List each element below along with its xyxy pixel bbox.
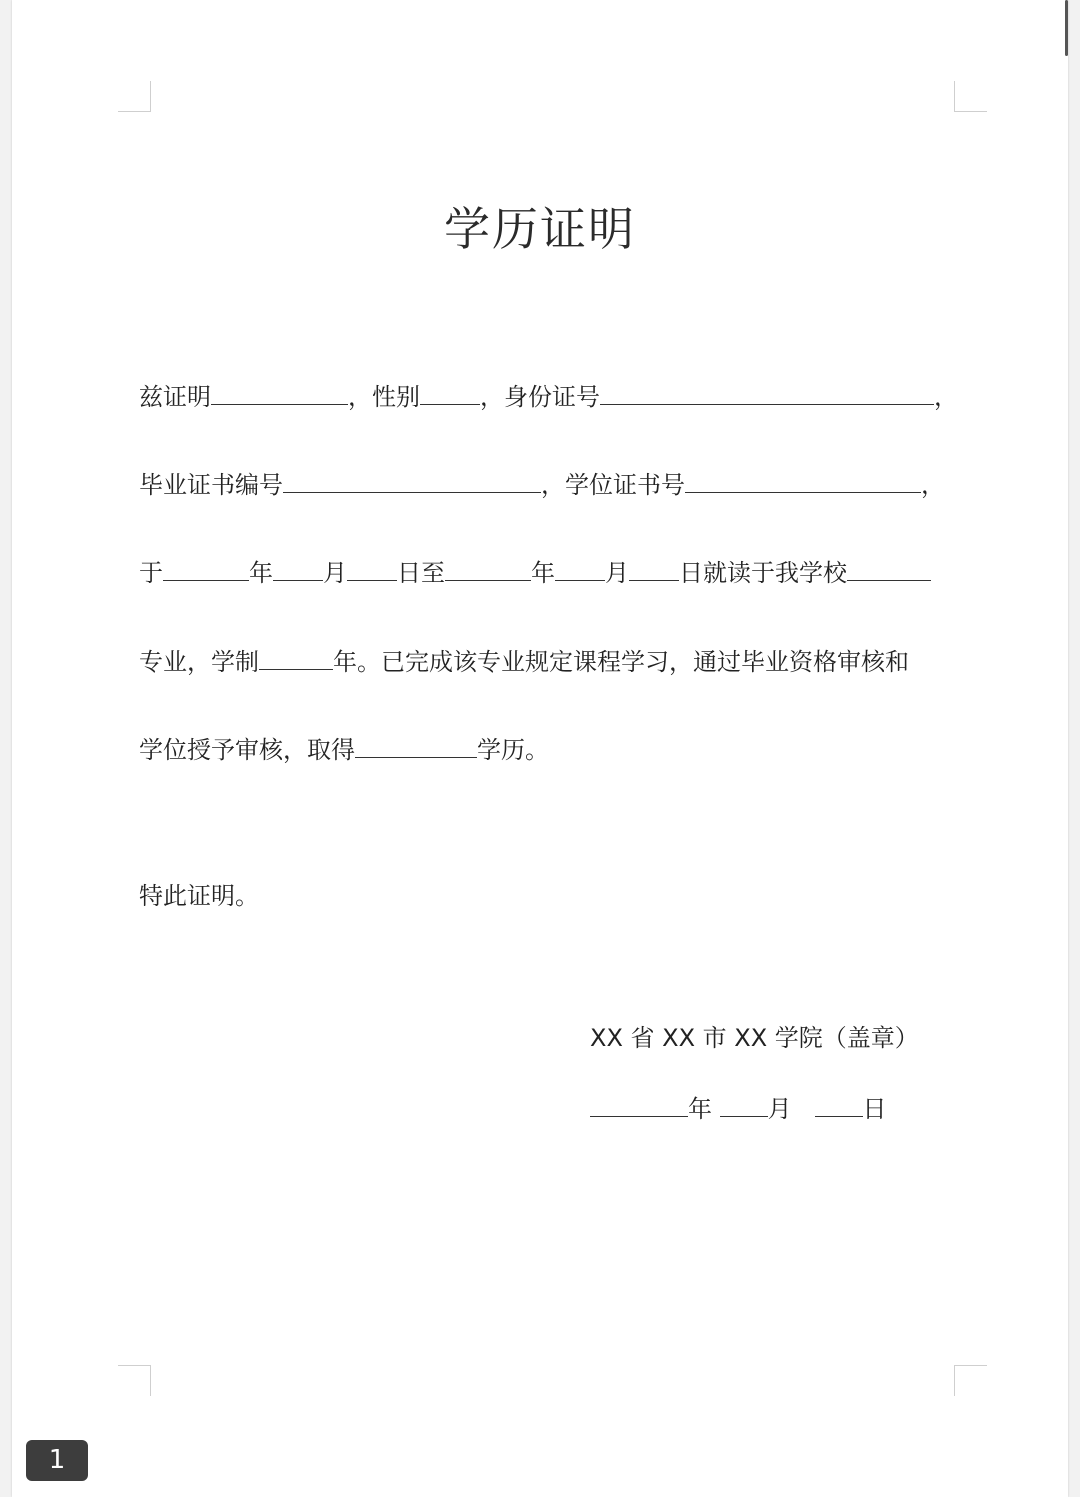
text-segment: 日就读于我学校	[679, 559, 847, 587]
document-title: 学历证明	[444, 202, 636, 256]
text-segment: 年	[249, 559, 273, 587]
paragraph-line-5	[139, 734, 549, 766]
blank-major	[847, 558, 931, 581]
blank-start-month	[273, 558, 323, 581]
date-year-label: 年	[688, 1095, 712, 1123]
paragraph-line-2	[139, 469, 945, 501]
blank-diploma-number	[283, 470, 541, 493]
blank-id-number	[600, 382, 934, 405]
blank-education-level	[355, 735, 477, 758]
text-segment: ，	[934, 383, 958, 411]
blank-sign-month	[720, 1094, 768, 1117]
margin-mark-top-left	[118, 81, 151, 112]
text-segment: 学历。	[477, 736, 549, 764]
text-segment: 于	[139, 559, 163, 587]
blank-start-day	[347, 558, 397, 581]
text-segment: 月	[605, 559, 629, 587]
text-segment: 毕业证书编号	[139, 471, 283, 499]
margin-mark-top-right	[954, 81, 987, 112]
blank-name	[211, 382, 348, 405]
blank-sign-year	[590, 1094, 688, 1117]
text-segment: 兹证明	[139, 383, 211, 411]
margin-mark-bottom-right	[954, 1365, 987, 1396]
blank-sign-day	[815, 1094, 863, 1117]
date-month-label: 月	[767, 1095, 792, 1123]
text-segment: ，	[921, 471, 945, 499]
closing-statement: 特此证明。	[139, 882, 259, 910]
blank-degree-number	[685, 470, 921, 493]
blank-end-year	[445, 558, 531, 581]
blank-start-year	[163, 558, 249, 581]
blank-study-years	[259, 647, 333, 670]
text-segment: ，身份证号	[480, 383, 600, 411]
text-segment: 专业，学制	[139, 648, 259, 676]
paragraph-line-1	[139, 381, 958, 413]
blank-gender	[420, 382, 480, 405]
text-segment: 年	[531, 559, 555, 587]
page-number-indicator[interactable]: 1	[26, 1440, 88, 1481]
scrollbar-thumb[interactable]	[1065, 0, 1068, 56]
paragraph-line-4	[139, 646, 909, 678]
blank-end-month	[555, 558, 605, 581]
text-segment: 月	[323, 559, 347, 587]
text-segment: ，性别	[348, 383, 420, 411]
paragraph-line-3	[139, 557, 931, 589]
text-segment: 学位授予审核，取得	[139, 736, 355, 764]
signature-date	[590, 1093, 887, 1125]
margin-mark-bottom-left	[118, 1365, 151, 1396]
date-day-label: 日	[862, 1095, 887, 1123]
text-segment: 日至	[397, 559, 445, 587]
text-segment: ，学位证书号	[541, 471, 685, 499]
text-segment: 年。已完成该专业规定课程学习，通过毕业资格审核和	[333, 648, 909, 676]
issuer-signature: XX 省 XX 市 XX 学院（盖章）	[590, 1024, 919, 1052]
blank-end-day	[629, 558, 679, 581]
